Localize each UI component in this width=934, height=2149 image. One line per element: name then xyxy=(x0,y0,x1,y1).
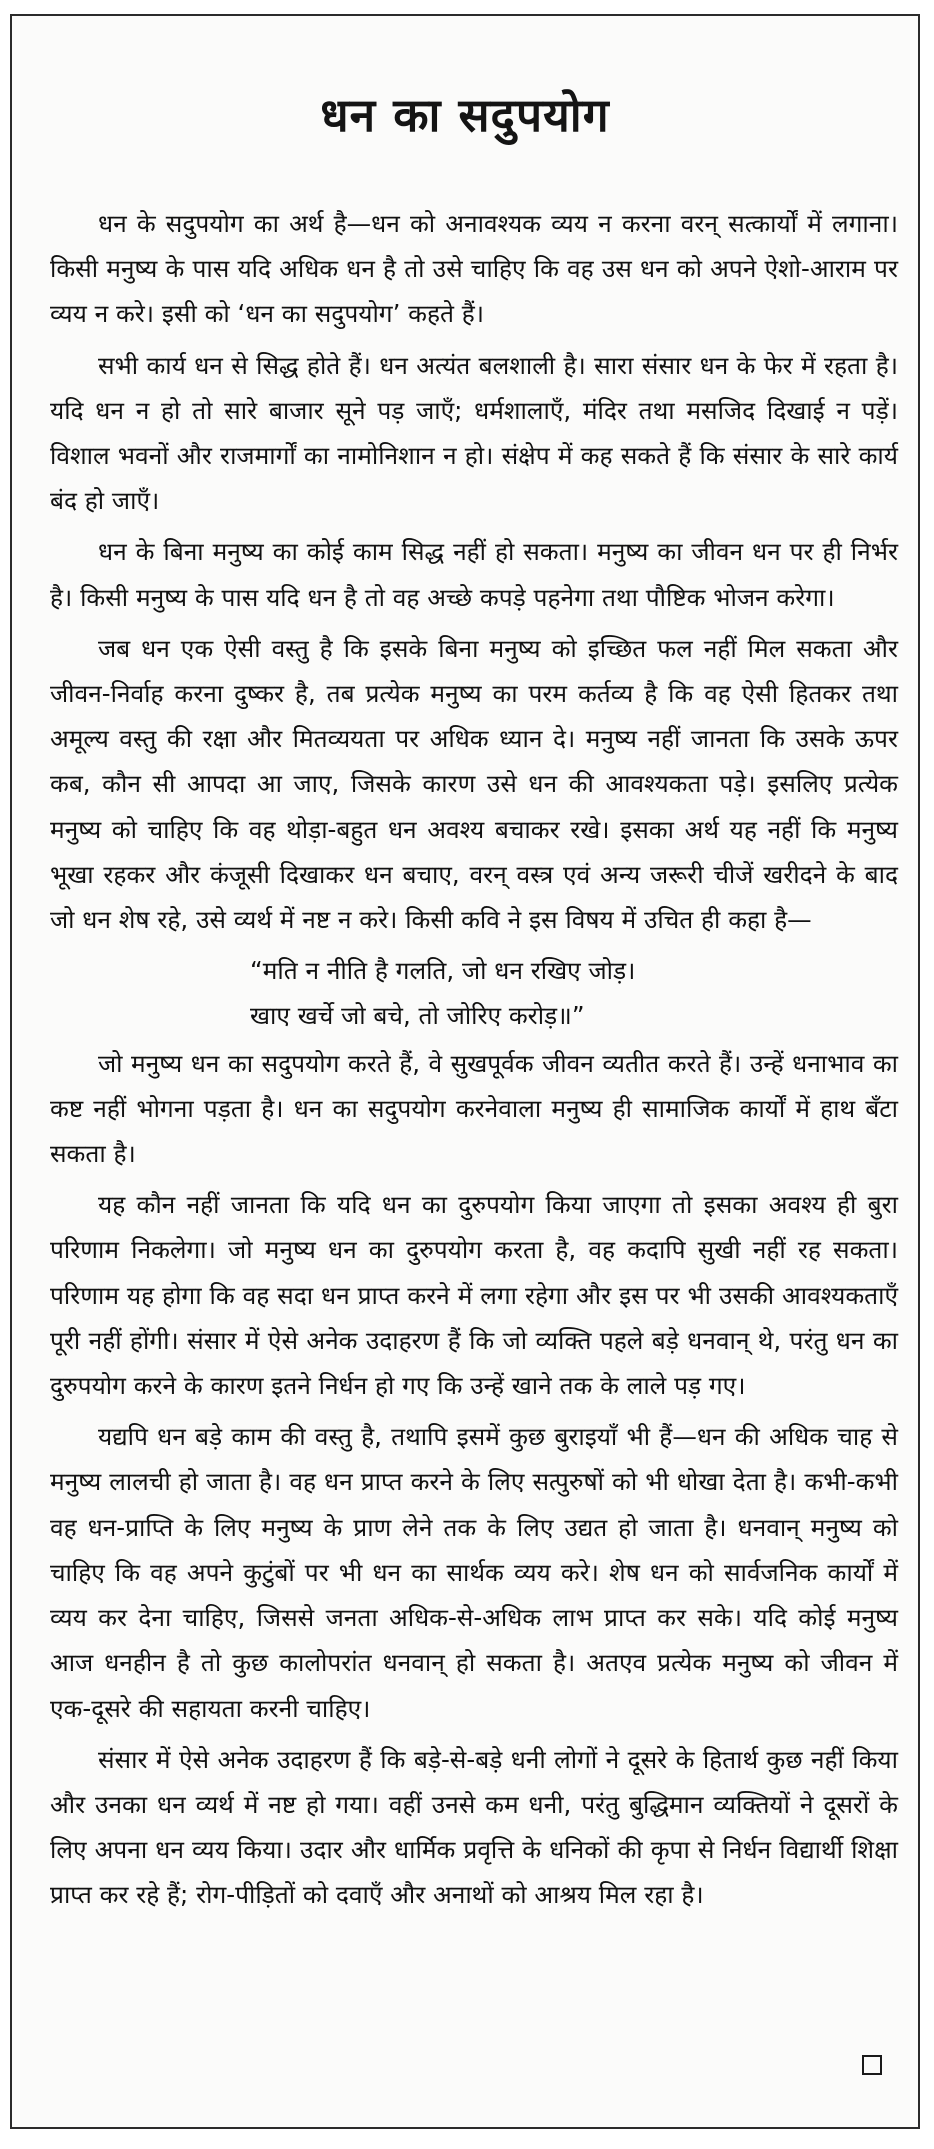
page-frame xyxy=(10,14,920,2129)
paragraph-7: यद्यपि धन बड़े काम की वस्तु है, तथापि इसमें कुछ बुराइयाँ भी हैं—धन की अधिक चाह से मनुष्य लालची हो जाता है। वह धन प्राप्त करने के लिए सत्पुरुषों को भी धोखा देता है। कभी-कभी वह धन-प्राप्ति के लिए मनुष्य के प्राण लेने तक के लिए उद्यत हो जाता है। धनवान् मनुष्य को चाहिए कि वह अपने कुटुंबों पर भी धन का सार्थक व्यय करे। शेष धन को सार्वजनिक कार्यों में व्यय कर देना चाहिए, जिससे जनता अधिक-से-अधिक लाभ प्राप्त कर सके। यदि कोई मनुष्य आज धनहीन है तो कुछ कालोपरांत धनवान् हो सकता है। अतएव प्रत्येक मनुष्य को जीवन में एक-दूसरे की सहायता करनी चाहिए। xyxy=(50,1422,898,1723)
paragraph-6: यह कौन नहीं जानता कि यदि धन का दुरुपयोग किया जाएगा तो इसका अवश्य ही बुरा परिणाम निकलेगा। जो मनुष्य धन का दुरुपयोग करता है, वह कदापि सुखी नहीं रह सकता। परिणाम यह होगा कि वह सदा धन प्राप्त करने में लगा रहेगा और इस पर भी उसकी आवश्यकताएँ पूरी नहीं होंगी। संसार में ऐसे अनेक उदाहरण हैं कि जो व्यक्ति पहले बड़े धनवान् थे, परंतु धन का दुरुपयोग करने के कारण इतने निर्धन हो गए कि उन्हें खाने तक के लाले पड़ गए। xyxy=(50,1190,898,1401)
paragraph-8: संसार में ऐसे अनेक उदाहरण हैं कि बड़े-से-बड़े धनी लोगों ने दूसरे के हितार्थ कुछ नहीं किया और उनका धन व्यर्थ में नष्ट हो गया। वहीं उनसे कम धनी, परंतु बुद्धिमान व्यक्तियों ने दूसरों के लिए अपना धन व्यय किया। उदार और धार्मिक प्रवृत्ति के धनिकों की कृपा से निर्धन विद्यार्थी शिक्षा प्राप्त कर रहे हैं; रोग-पीड़ितों को दवाएँ और अनाथों को आश्रय मिल रहा है। xyxy=(50,1744,898,1910)
paragraph-4: जब धन एक ऐसी वस्तु है कि इसके बिना मनुष्य को इच्छित फल नहीं मिल सकता और जीवन-निर्वाह करना दुष्कर है, तब प्रत्येक मनुष्य का परम कर्तव्य है कि वह ऐसी हितकर तथा अमूल्य वस्तु की रक्षा और मितव्ययता पर अधिक ध्यान दे। मनुष्य नहीं जानता कि उसके ऊपर कब, कौन सी आपदा आ जाए, जिसके कारण उसे धन की आवश्यकता पड़े। इसलिए प्रत्येक मनुष्य को चाहिए कि वह थोड़ा-बहुत धन अवश्य बचाकर रखे। इसका अर्थ यह नहीं कि मनुष्य भूखा रहकर और कंजूसी दिखाकर धन बचाए, वरन् वस्त्र एवं अन्य जरूरी चीजें खरीदने के बाद जो धन शेष रहे, उसे व्यर्थ में नष्ट न करे। किसी कवि ने इस विषय में उचित ही कहा है— xyxy=(50,633,898,935)
page-title: धन का सदुपयोग xyxy=(320,88,610,142)
verse-quote xyxy=(50,948,898,1038)
paragraph-5: जो मनुष्य धन का सदुपयोग करते हैं, वे सुखपूर्वक जीवन व्यतीत करते हैं। उन्हें धनाभाव का कष्ट नहीं भोगना पड़ता है। धन का सदुपयोग करनेवाला मनुष्य ही सामाजिक कार्यों में हाथ बँटा सकता है। xyxy=(50,1048,898,1169)
essay-body xyxy=(50,201,898,1924)
end-square-icon xyxy=(862,2055,882,2075)
paragraph-1: धन के सदुपयोग का अर्थ है—धन को अनावश्यक व्यय न करना वरन् सत्कार्यों में लगाना। किसी मनुष्य के पास यदि अधिक धन है तो उसे चाहिए कि वह उस धन को अपने ऐशो-आराम पर व्यय न करे। इसी को ‘धन का सदुपयोग’ कहते हैं। xyxy=(50,209,898,329)
paragraph-3: धन के बिना मनुष्य का कोई काम सिद्ध नहीं हो सकता। मनुष्य का जीवन धन पर ही निर्भर है। किसी मनुष्य के पास यदि धन है तो वह अच्छे कपड़े पहनेगा तथा पौष्टिक भोजन करेगा। xyxy=(50,537,898,612)
verse-line-1: “मति न नीति है गलति, जो धन रखिए जोड़। xyxy=(250,956,636,986)
verse-line-2: खाए खर्चे जो बचे, तो जोरिए करोड़॥” xyxy=(250,1001,585,1031)
paragraph-2: सभी कार्य धन से सिद्ध होते हैं। धन अत्यंत बलशाली है। सारा संसार धन के फेर में रहता है। यदि धन न हो तो सारे बाजार सूने पड़ जाएँ; धर्मशालाएँ, मंदिर तथा मसजिद दिखाई न पड़ें। विशाल भवनों और राजमार्गों का नामोनिशान न हो। संक्षेप में कह सकते हैं कि संसार के सारे कार्य बंद हो जाएँ। xyxy=(50,350,898,516)
